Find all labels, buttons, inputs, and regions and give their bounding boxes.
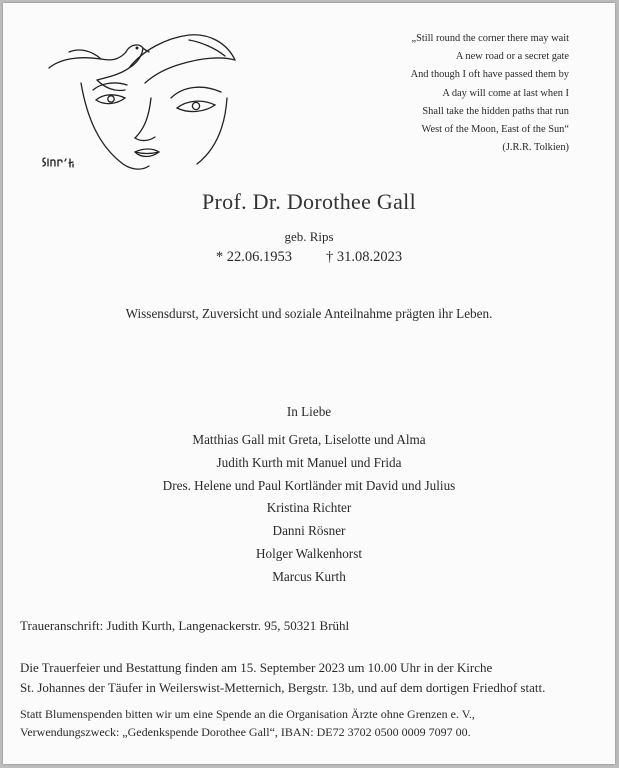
birth-name: geb. Rips: [284, 229, 334, 244]
life-dates: [3, 249, 615, 266]
dove-face-illustration: [31, 28, 241, 178]
quote-attribution: (J.R.R. Tolkien): [502, 142, 569, 154]
donation-line: Verwendungszweck: „Gedenkspende Dorothee Gall“, IBAN: DE72 3702 0500 0009 7097 00.: [20, 724, 471, 739]
donation-line: Statt Blumenspenden bitten wir um eine Spende an die Organisation Ärzte ohne Grenzen e. V.,: [20, 707, 475, 721]
quote-line: West of the Moon, East of the Sun“: [421, 124, 569, 136]
mourner-name: Holger Walkenhorst: [255, 545, 362, 561]
donation-info: [20, 706, 475, 741]
dove-drawing: [49, 35, 235, 91]
deceased-name: Prof. Dr. Dorothee Gall: [201, 189, 417, 214]
tolkien-quote: [411, 30, 569, 157]
ceremony-line: St. Johannes der Täufer in Weilerswist-Metternich, Bergstr. 13b, und auf dem dortigen Friedhof statt.: [20, 679, 546, 695]
quote-line: A new road or a secret gate: [455, 51, 569, 63]
mourner-name: Dres. Helene und Paul Kortländer mit David und Julius: [162, 477, 456, 493]
quote-line: And though I oft have passed them by: [410, 69, 569, 81]
quote-line: Shall take the hidden paths that run: [422, 105, 569, 117]
mourner-name: Judith Kurth mit Manuel und Frida: [216, 454, 402, 470]
artist-signature: [43, 158, 73, 167]
ceremony-line: Die Trauerfeier und Bestattung finden am 15. September 2023 um 10.00 Uhr in der Kirche: [20, 660, 493, 675]
quote-line: „Still round the corner there may wait: [411, 33, 569, 44]
birth-date: * 22.06.1953: [215, 249, 292, 265]
mourner-name: Danni Rösner: [272, 523, 346, 539]
mourners-list: [3, 429, 615, 589]
quote-line: A day will come at last when I: [442, 87, 569, 99]
mourners-heading: In Liebe: [286, 404, 332, 419]
mourning-address: Traueranschrift: Judith Kurth, Langenackerstr. 95, 50321 Brühl: [20, 618, 350, 633]
mourner-name: Matthias Gall mit Greta, Liselotte und Alma: [192, 432, 426, 447]
death-date: † 31.08.2023: [326, 249, 403, 265]
mourner-name: Kristina Richter: [266, 500, 352, 516]
mourner-name: Marcus Kurth: [272, 568, 346, 584]
ceremony-info: [20, 658, 545, 697]
obituary-card: [3, 3, 615, 764]
face-drawing: [81, 83, 227, 169]
life-motto: Wissensdurst, Zuversicht und soziale Anteilnahme prägten ihr Leben.: [125, 306, 493, 321]
